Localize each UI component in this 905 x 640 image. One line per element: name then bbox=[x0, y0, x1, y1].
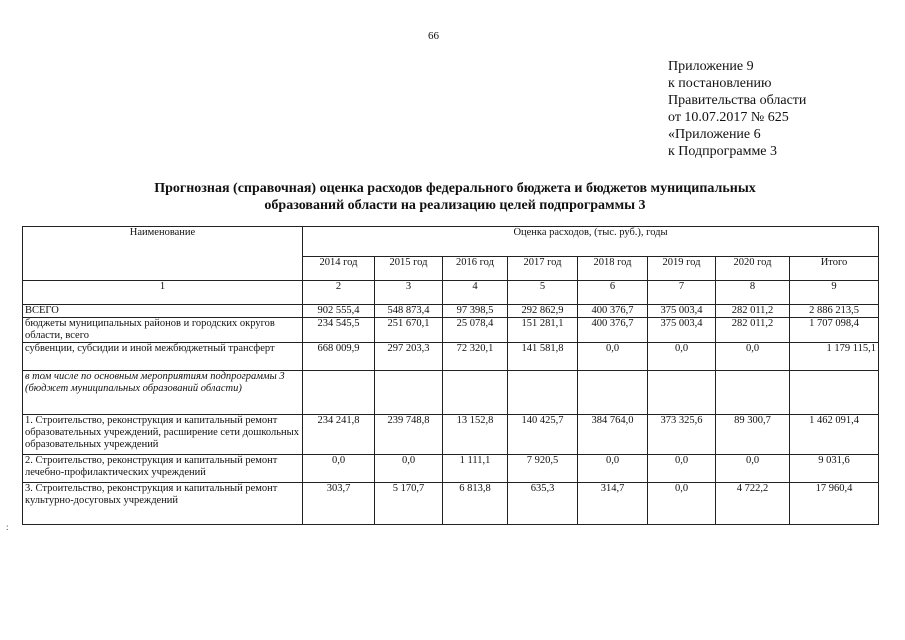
row-label: 1. Строительство, реконструкция и капитальный ремонт образовательных учреждений, расширение сети дошкольных образовательных учреждений bbox=[23, 415, 303, 455]
cell-value: 635,3 bbox=[508, 483, 578, 525]
cell-value: 1 707 098,4 bbox=[790, 318, 879, 343]
cell-value bbox=[648, 371, 716, 415]
title-line: образований области на реализацию целей подпрограммы 3 bbox=[264, 198, 646, 213]
cell-value: 375 003,4 bbox=[648, 305, 716, 318]
cell-value: 89 300,7 bbox=[716, 415, 790, 455]
year-header: 2019 год bbox=[648, 257, 716, 281]
cell-value: 239 748,8 bbox=[375, 415, 443, 455]
row-label: в том числе по основным мероприятиям подпрограммы 3 (бюджет муниципальных образований области) bbox=[23, 371, 303, 415]
cell-value: 0,0 bbox=[375, 455, 443, 483]
cell-value: 6 813,8 bbox=[443, 483, 508, 525]
row-label: 2. Строительство, реконструкция и капитальный ремонт лечебно-профилактических учреждений bbox=[23, 455, 303, 483]
appendix-line: Приложение 9 bbox=[668, 59, 754, 74]
column-number: 1 bbox=[23, 281, 303, 305]
column-number: 5 bbox=[508, 281, 578, 305]
cell-value bbox=[443, 371, 508, 415]
title-line: Прогнозная (справочная) оценка расходов федерального бюджета и бюджетов муниципальных bbox=[154, 181, 756, 196]
header-name: Наименование bbox=[23, 227, 303, 281]
column-number: 2 bbox=[303, 281, 375, 305]
year-header: 2016 год bbox=[443, 257, 508, 281]
cell-value: 0,0 bbox=[578, 343, 648, 371]
appendix-line: «Приложение 6 bbox=[668, 127, 761, 142]
table-row bbox=[23, 305, 879, 318]
cell-value bbox=[303, 371, 375, 415]
cell-value: 297 203,3 bbox=[375, 343, 443, 371]
cell-value: 72 320,1 bbox=[443, 343, 508, 371]
cell-value: 1 462 091,4 bbox=[790, 415, 879, 455]
cell-value: 1 111,1 bbox=[443, 455, 508, 483]
column-number: 8 bbox=[716, 281, 790, 305]
cell-value: 292 862,9 bbox=[508, 305, 578, 318]
cell-value: 7 920,5 bbox=[508, 455, 578, 483]
document-title bbox=[60, 180, 850, 214]
table-row bbox=[23, 455, 879, 483]
cell-value: 902 555,4 bbox=[303, 305, 375, 318]
appendix-line: от 10.07.2017 № 625 bbox=[668, 110, 789, 125]
cell-value: 13 152,8 bbox=[443, 415, 508, 455]
year-header: 2015 год bbox=[375, 257, 443, 281]
cell-value bbox=[508, 371, 578, 415]
cell-value: 5 170,7 bbox=[375, 483, 443, 525]
cell-value: 282 011,2 bbox=[716, 318, 790, 343]
column-number-row bbox=[23, 281, 879, 305]
margin-mark: : bbox=[6, 522, 9, 532]
cell-value: 303,7 bbox=[303, 483, 375, 525]
table-row bbox=[23, 483, 879, 525]
appendix-line: к Подпрограмме 3 bbox=[668, 144, 778, 159]
cell-value: 384 764,0 bbox=[578, 415, 648, 455]
row-label: субвенции, субсидии и иной межбюджетный трансферт bbox=[23, 343, 303, 371]
cell-value bbox=[790, 371, 879, 415]
cell-value: 25 078,4 bbox=[443, 318, 508, 343]
year-header: 2020 год bbox=[716, 257, 790, 281]
year-header: 2014 год bbox=[303, 257, 375, 281]
table-row bbox=[23, 318, 879, 343]
cell-value: 0,0 bbox=[648, 455, 716, 483]
cell-value bbox=[375, 371, 443, 415]
cell-value: 0,0 bbox=[648, 483, 716, 525]
row-label: ВСЕГО bbox=[23, 305, 303, 318]
table-row bbox=[23, 415, 879, 455]
cell-value: 0,0 bbox=[716, 455, 790, 483]
column-number: 9 bbox=[790, 281, 879, 305]
column-number: 7 bbox=[648, 281, 716, 305]
cell-value: 1 179 115,1 bbox=[790, 343, 879, 371]
header-estimate: Оценка расходов, (тыс. руб.), годы bbox=[303, 227, 879, 257]
table-row bbox=[23, 371, 879, 415]
cell-value: 282 011,2 bbox=[716, 305, 790, 318]
cell-value: 17 960,4 bbox=[790, 483, 879, 525]
cell-value: 668 009,9 bbox=[303, 343, 375, 371]
appendix-line: Правительства области bbox=[668, 93, 807, 108]
cell-value: 2 886 213,5 bbox=[790, 305, 879, 318]
cell-value: 373 325,6 bbox=[648, 415, 716, 455]
cell-value: 151 281,1 bbox=[508, 318, 578, 343]
cell-value bbox=[716, 371, 790, 415]
cell-value: 140 425,7 bbox=[508, 415, 578, 455]
page-number: 66 bbox=[428, 30, 439, 42]
cell-value: 314,7 bbox=[578, 483, 648, 525]
year-header: 2017 год bbox=[508, 257, 578, 281]
cell-value: 0,0 bbox=[578, 455, 648, 483]
column-number: 3 bbox=[375, 281, 443, 305]
budget-estimate-table bbox=[22, 226, 879, 525]
cell-value: 97 398,5 bbox=[443, 305, 508, 318]
appendix-block bbox=[668, 58, 806, 160]
year-header: 2018 год bbox=[578, 257, 648, 281]
column-number: 6 bbox=[578, 281, 648, 305]
row-label: 3. Строительство, реконструкция и капитальный ремонт культурно-досуговых учреждений bbox=[23, 483, 303, 525]
cell-value: 4 722,2 bbox=[716, 483, 790, 525]
table-row bbox=[23, 343, 879, 371]
cell-value: 234 241,8 bbox=[303, 415, 375, 455]
cell-value: 0,0 bbox=[303, 455, 375, 483]
cell-value: 400 376,7 bbox=[578, 318, 648, 343]
cell-value: 234 545,5 bbox=[303, 318, 375, 343]
cell-value: 0,0 bbox=[716, 343, 790, 371]
cell-value: 9 031,6 bbox=[790, 455, 879, 483]
cell-value: 141 581,8 bbox=[508, 343, 578, 371]
cell-value: 251 670,1 bbox=[375, 318, 443, 343]
cell-value: 548 873,4 bbox=[375, 305, 443, 318]
cell-value bbox=[578, 371, 648, 415]
cell-value: 375 003,4 bbox=[648, 318, 716, 343]
total-header: Итого bbox=[790, 257, 879, 281]
appendix-line: к постановлению bbox=[668, 76, 772, 91]
column-number: 4 bbox=[443, 281, 508, 305]
cell-value: 400 376,7 bbox=[578, 305, 648, 318]
cell-value: 0,0 bbox=[648, 343, 716, 371]
row-label: бюджеты муниципальных районов и городских округов области, всего bbox=[23, 318, 303, 343]
